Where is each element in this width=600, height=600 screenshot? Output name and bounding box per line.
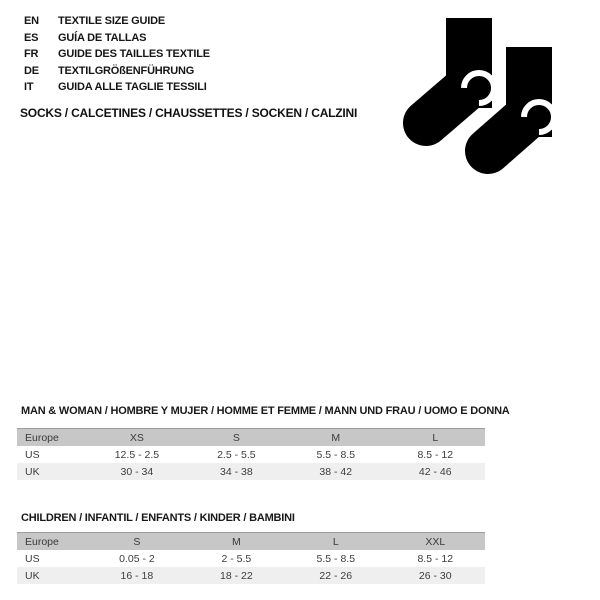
table-header-row xyxy=(17,533,485,551)
value-cell: 8.5 - 12 xyxy=(417,552,454,565)
table-row-us xyxy=(17,446,485,463)
value-cell: 16 - 18 xyxy=(120,569,154,582)
language-code: EN xyxy=(24,15,39,27)
value-cell: 8.5 - 12 xyxy=(417,448,454,461)
value-cell: 2 - 5.5 xyxy=(221,552,252,565)
children-table-title: CHILDREN / INFANTIL / ENFANTS / KINDER / BAMBINI xyxy=(21,512,295,524)
language-code: ES xyxy=(24,31,39,44)
language-code: IT xyxy=(24,81,34,94)
language-label: GUIDA ALLE TAGLIE TESSILI xyxy=(58,81,207,94)
value-cell: 38 - 42 xyxy=(319,465,353,478)
language-label: TEXTILGRÖßENFÜHRUNG xyxy=(58,64,195,77)
header-cell-region: Europe xyxy=(25,535,59,548)
language-row xyxy=(24,79,210,96)
value-cell: 34 - 38 xyxy=(219,465,253,478)
language-label: GUIDE DES TAILLES TEXTILE xyxy=(58,48,210,61)
adults-table-title: MAN & WOMAN / HOMBRE Y MUJER / HOMME ET FEMME / MANN UND FRAU / UOMO E DONNA xyxy=(21,405,510,417)
region-cell: UK xyxy=(25,465,40,478)
children-size-table xyxy=(17,532,485,584)
value-cell: 26 - 30 xyxy=(418,569,452,582)
value-cell: 22 - 26 xyxy=(319,569,353,582)
value-cell: 42 - 46 xyxy=(418,465,452,478)
value-cell: 18 - 22 xyxy=(219,569,253,582)
language-label: GUÍA DE TALLAS xyxy=(58,31,147,44)
header-cell-size: M xyxy=(331,431,341,444)
language-code: FR xyxy=(24,48,39,61)
language-row xyxy=(24,63,210,80)
language-row xyxy=(24,46,210,63)
language-list xyxy=(24,13,210,96)
socks-icon xyxy=(400,0,590,185)
header-cell-size: S xyxy=(232,431,240,444)
value-cell: 5.5 - 8.5 xyxy=(316,552,356,565)
header-cell-size: M xyxy=(231,535,241,548)
adults-size-table xyxy=(17,428,485,480)
table-row-uk xyxy=(17,567,485,584)
value-cell: 5.5 - 8.5 xyxy=(316,448,356,461)
value-cell: 2.5 - 5.5 xyxy=(217,448,256,461)
region-cell: UK xyxy=(25,569,40,582)
category-heading: SOCKS / CALCETINES / CHAUSSETTES / SOCKEN / CALZINI xyxy=(20,106,358,120)
table-row-us xyxy=(17,550,485,567)
header-cell-size: XS xyxy=(129,431,144,444)
language-code: DE xyxy=(24,64,39,77)
header-cell-region: Europe xyxy=(25,431,59,444)
region-cell: US xyxy=(25,448,40,461)
value-cell: 0.05 - 2 xyxy=(119,552,155,565)
value-cell: 30 - 34 xyxy=(120,465,154,478)
value-cell: 12.5 - 2.5 xyxy=(114,448,160,461)
language-row xyxy=(24,30,210,47)
table-row-uk xyxy=(17,463,485,480)
language-row xyxy=(24,13,210,30)
region-cell: US xyxy=(25,552,40,565)
language-label: TEXTILE SIZE GUIDE xyxy=(58,15,166,27)
header-cell-size: L xyxy=(432,431,439,444)
table-header-row xyxy=(17,429,485,447)
header-cell-size: L xyxy=(332,535,339,548)
header-cell-size: S xyxy=(133,535,141,548)
header-cell-size: XXL xyxy=(425,535,446,548)
